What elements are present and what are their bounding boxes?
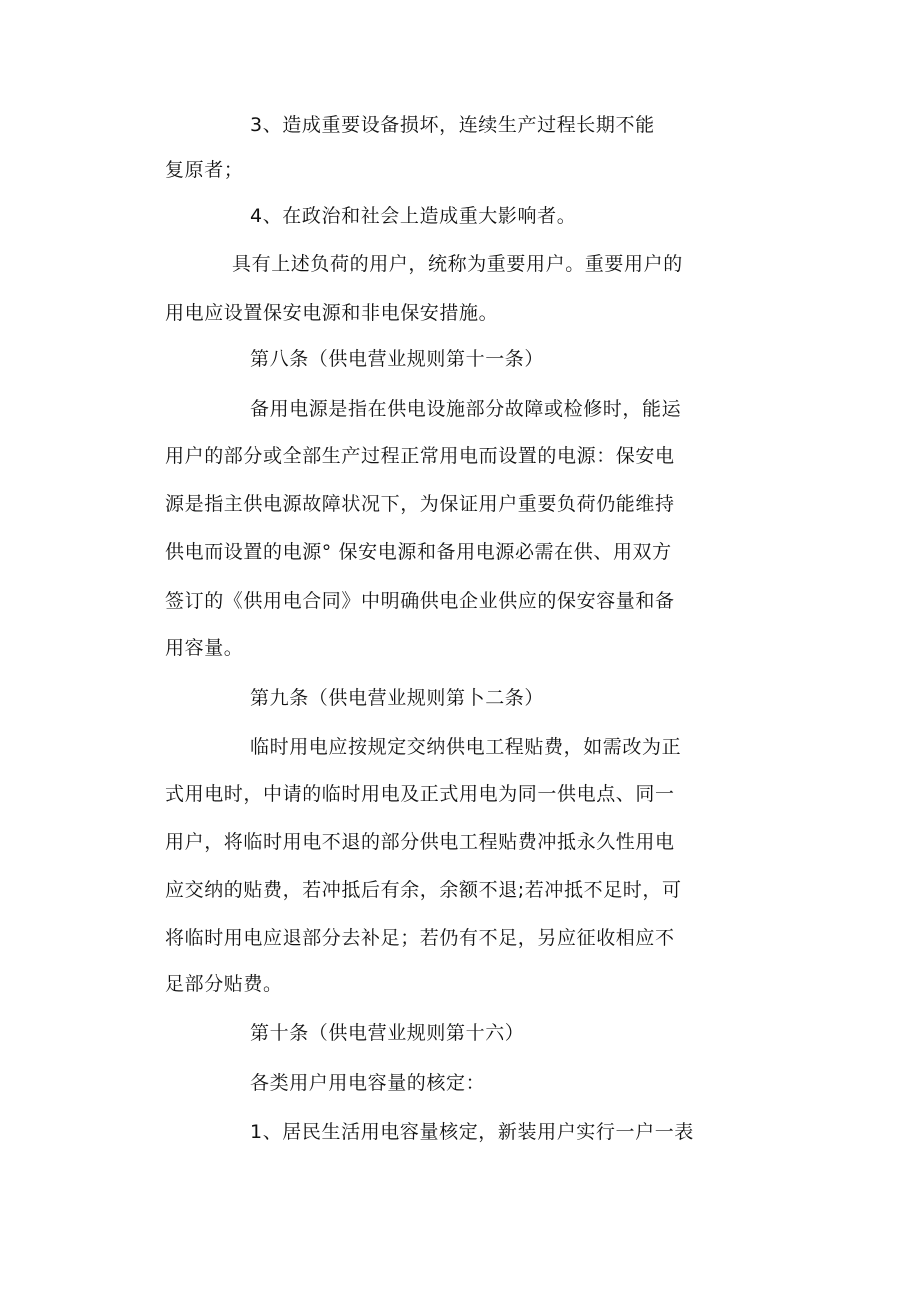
paragraph-line-important-users: 具有上述负荷的用户，统称为重要用户。重要用户的 xyxy=(232,253,683,275)
article-10-line-2: 1、居民生活用电容量核定，新装用户实行一户一表 xyxy=(250,1121,694,1143)
article-8-line-3: 源是指主供电源故障状况下，为保证用户重要负荷仍能维持 xyxy=(165,493,675,515)
paragraph-line-item-3-cont: 复原者； xyxy=(165,159,244,181)
article-8-line-4: 供电而设置的电源° 保安电源和备用电源必需在供、用双方 xyxy=(165,541,672,563)
article-9-heading: 第九条（供电营业规则第卜二条） xyxy=(250,687,545,709)
paragraph-line-item-3: 3、造成重要设备损坏，连续生产过程长期不能 xyxy=(250,114,655,136)
article-9-line-2: 式用电时，中请的临时用电及正式用电为同一供电点、同一 xyxy=(165,783,675,805)
paragraph-line-important-users-cont: 用电应设置保安电源和非电保安措施。 xyxy=(165,302,499,324)
article-8-line-6: 用容量。 xyxy=(165,637,244,659)
article-8-line-2: 用户的部分或全部生产过程正常用电而设置的电源：保安电 xyxy=(165,445,675,467)
paragraph-line-item-4: 4、在政治和社会上造成重大影响者。 xyxy=(250,205,577,227)
article-9-line-1: 临时用电应按规定交纳供电工程贴费，如需改为正 xyxy=(250,736,682,758)
article-8-line-5: 签订的《供用电合同》中明确供电企业供应的保安容量和备 xyxy=(165,590,675,612)
article-9-line-4: 应交纳的贴费，若冲抵后有余，余额不退;若冲抵不足时，可 xyxy=(165,879,682,901)
article-9-line-6: 足部分贴费。 xyxy=(165,973,283,995)
article-9-line-3: 用户，将临时用电不退的部分供电工程贴费冲抵永久性用电 xyxy=(165,831,675,853)
article-10-line-1: 各类用户用电容量的核定： xyxy=(250,1072,486,1094)
article-9-line-5: 将临时用电应退部分去补足；若仍有不足，另应征收相应不 xyxy=(165,927,675,949)
article-8-heading: 第八条（供电营业规则第十一条） xyxy=(250,348,545,370)
article-8-line-1: 备用电源是指在供电设施部分故障或检修时，能运 xyxy=(250,398,682,420)
article-10-heading: 第十条（供电营业规则第十六） xyxy=(250,1022,525,1044)
